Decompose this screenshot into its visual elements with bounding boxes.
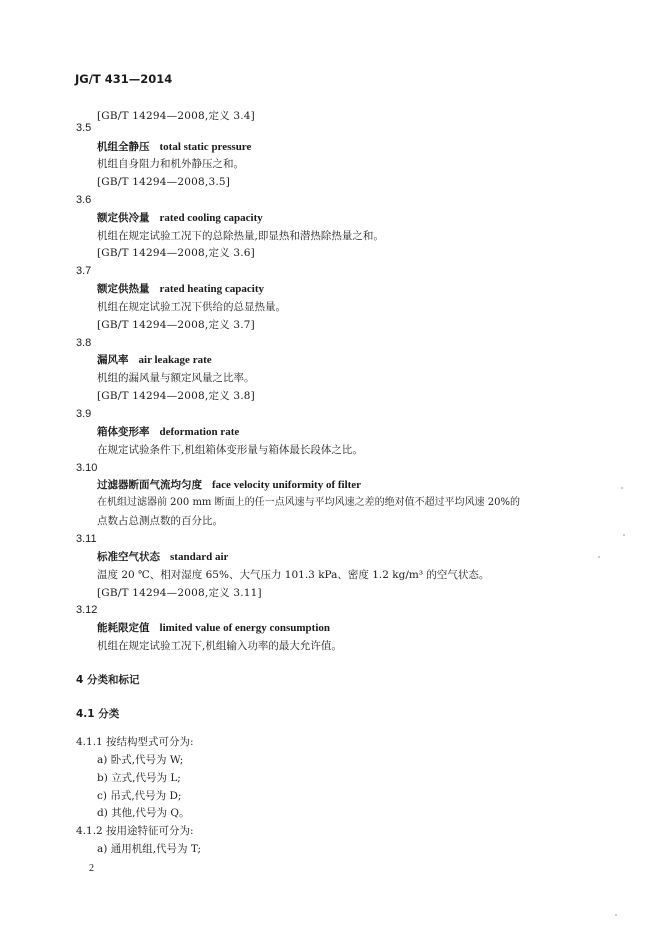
term-chinese: 能耗限定值 [97,622,150,634]
list-item: b) 立式,代号为 L; [97,772,181,784]
list-item: c) 吊式,代号为 D; [97,790,182,802]
term-english: total static pressure [159,141,252,153]
list-item: d) 其他,代号为 Q。 [97,807,190,819]
term-heading [97,353,212,367]
clause-number: 3.12 [76,604,98,616]
term-chinese: 额定供热量 [97,283,150,295]
term-english: deformation rate [159,426,240,438]
term-heading [97,621,330,635]
term-heading [97,140,251,154]
clause-number: 3.7 [76,265,92,277]
reference: [GB/T 14294—2008,定义 3.11] [97,587,262,599]
section-heading: 4 分类和标记 [76,674,140,686]
term-chinese: 标准空气状态 [97,551,160,563]
term-chinese: 箱体变形率 [97,426,150,438]
clause-number: 3.8 [76,337,92,349]
definition: 在机组过滤器前 200 mm 断面上的任一点风速与平均风速之差的绝对值不超过平均风速 20%的 [97,497,520,508]
term-english: air leakage rate [138,354,212,366]
definition: 机组在规定试验工况下的总除热量,即显热和潜热除热量之和。 [97,230,384,242]
term-english: rated heating capacity [159,283,264,295]
scan-speck [598,556,600,558]
clause-number: 3.6 [76,194,92,206]
definition: 机组在规定试验工况下,机组输入功率的最大允许值。 [97,640,342,652]
definition-continued: 点数占总测点数的百分比。 [97,515,223,527]
term-chinese: 漏风率 [97,354,129,366]
reference: [GB/T 14294—2008,定义 3.8] [97,390,255,402]
list-item: a) 卧式,代号为 W; [97,754,184,766]
term-english: limited value of energy consumption [159,622,331,634]
term-english: standard air [170,551,229,563]
term-heading [97,550,228,564]
term-heading [97,425,239,439]
scan-speck [621,487,623,489]
definition: 在规定试验条件下,机组箱体变形量与箱体最长段体之比。 [97,444,363,456]
page-number: 2 [89,863,94,874]
definition: 机组的漏风量与额定风量之比率。 [97,372,255,384]
term-english: rated cooling capacity [159,212,263,224]
reference: [GB/T 14294—2008,定义 3.7] [97,319,255,331]
definition: 温度 20 ℃、相对湿度 65%、大气压力 101.3 kPa、密度 1.2 kg/m³ 的空气状态。 [97,569,490,581]
standard-code-header: JG/T 431—2014 [75,72,173,86]
term-heading [97,282,264,296]
scan-speck [623,534,625,536]
clause-number: 3.11 [76,533,97,545]
term-heading [97,478,361,492]
subsection-heading: 4.1 分类 [76,708,120,720]
reference: [GB/T 14294—2008,定义 3.4] [97,110,255,122]
clause-number: 3.5 [76,122,92,134]
term-english: face velocity uniformity of filter [212,479,362,491]
definition: 机组自身阻力和机外静压之和。 [97,158,244,170]
term-chinese: 额定供冷量 [97,212,150,224]
term-heading [97,211,263,225]
term-chinese: 机组全静压 [97,141,150,153]
reference: [GB/T 14294—2008,定义 3.6] [97,247,255,259]
clause-4-1-1: 4.1.1 按结构型式可分为: [76,736,194,748]
definition: 机组在规定试验工况下供给的总显热量。 [97,301,286,313]
clause-number: 3.9 [76,408,92,420]
clause-4-1-2: 4.1.2 按用途特征可分为: [76,825,194,837]
clause-number: 3.10 [76,462,98,474]
list-item: a) 通用机组,代号为 T; [97,843,202,855]
scan-speck [615,914,617,916]
reference: [GB/T 14294—2008,3.5] [97,176,231,188]
term-chinese: 过滤器断面气流均匀度 [97,479,202,491]
